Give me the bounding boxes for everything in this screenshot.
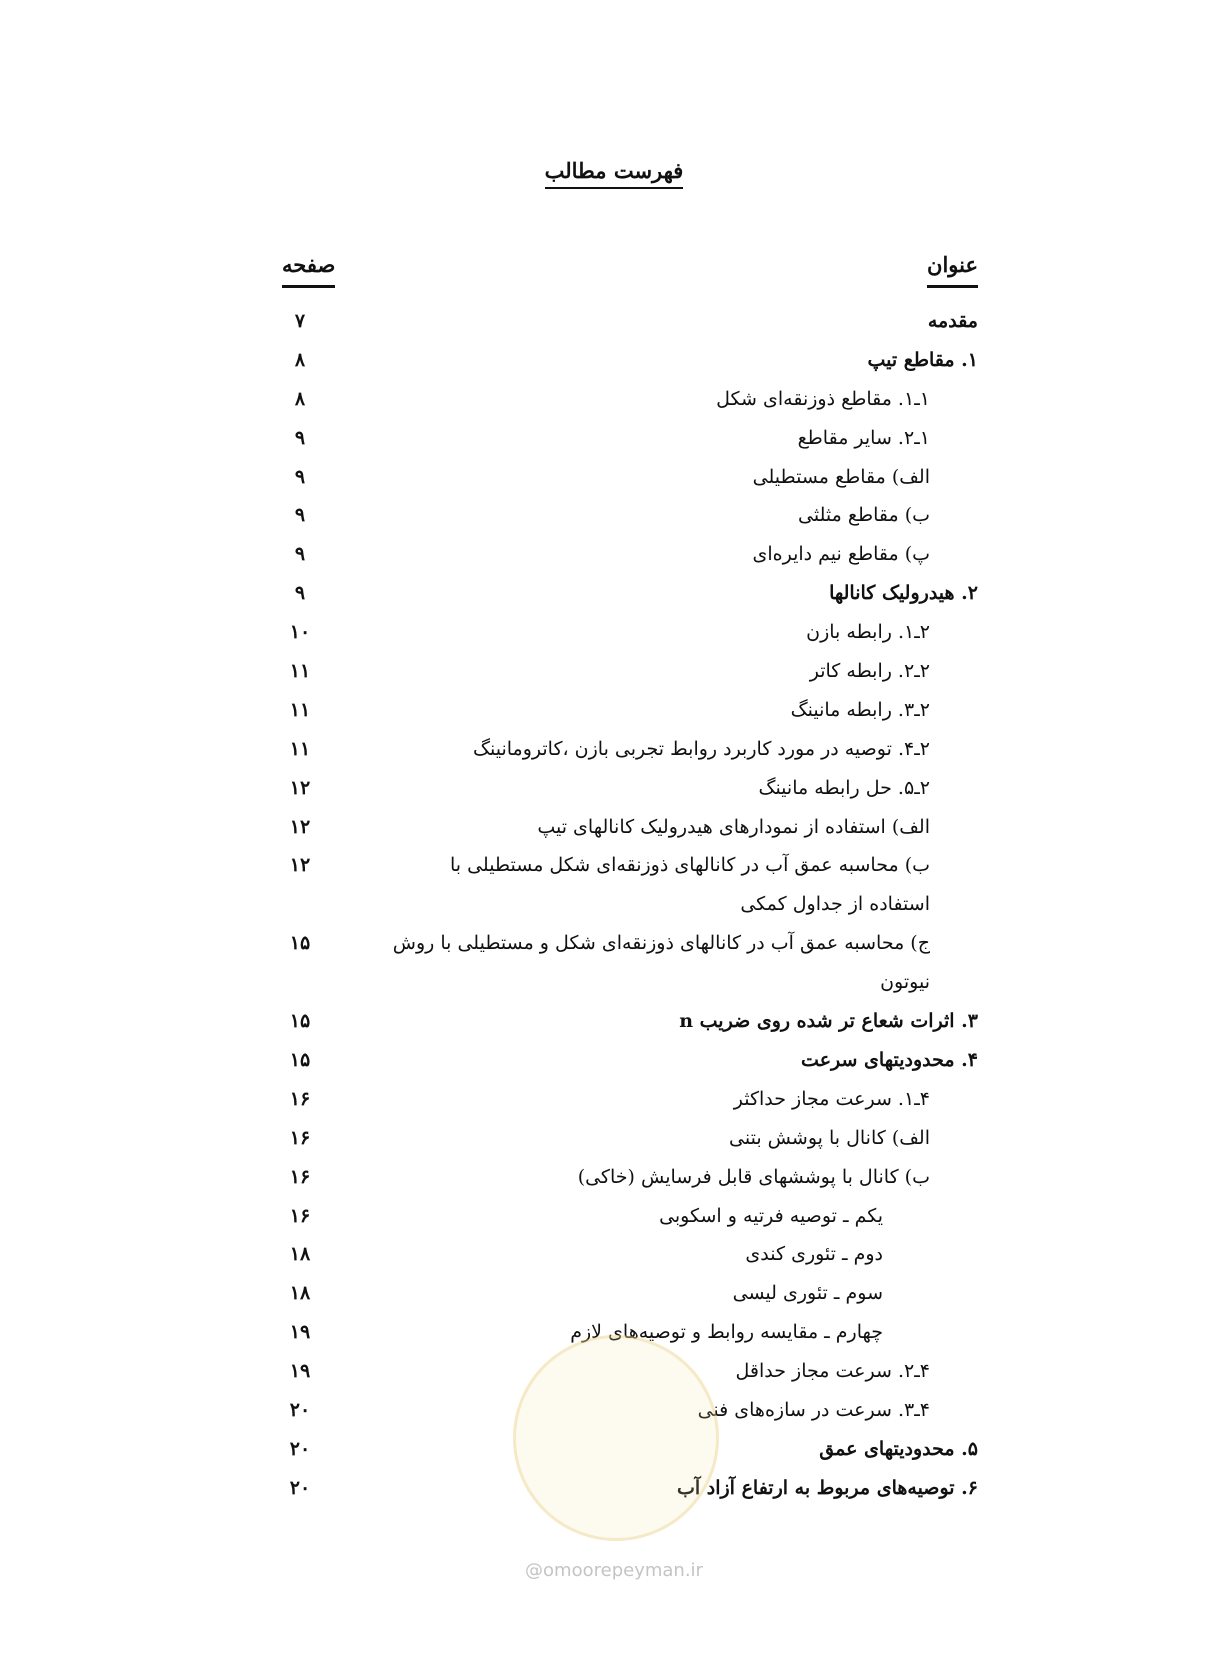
header-page: صفحه: [282, 252, 335, 288]
toc-title: ۲ـ۴. توصیه در مورد کاربرد روابط تجربی بازن ،کاترومانینگ: [473, 737, 930, 760]
toc-title: چهارم ـ مقایسه روابط و توصیه‌های لازم: [570, 1321, 883, 1344]
toc-title: ۴ـ۳. سرعت در سازه‌های فنی: [697, 1398, 930, 1421]
toc-title: الف) استفاده از نمودارهای هیدرولیک کانالهای تیپ: [537, 815, 930, 838]
toc-page: ۸: [294, 387, 306, 410]
toc-entry[interactable]: [280, 535, 978, 574]
toc-page: ۱۵: [289, 932, 311, 955]
toc-title: ۴ـ۱. سرعت مجاز حداکثر: [733, 1087, 930, 1110]
toc-title: مقدمه: [927, 310, 978, 332]
toc-entry[interactable]: [280, 1119, 978, 1158]
toc-title: ۲. هیدرولیک کانالها: [829, 582, 978, 605]
toc-title: پ) مقاطع نیم دایره‌ای: [752, 543, 930, 566]
toc-page: ۱۶: [289, 1204, 311, 1227]
toc-entry[interactable]: [280, 458, 978, 497]
toc-page: ۹: [294, 582, 306, 605]
toc-page: ۲۰: [289, 1437, 311, 1460]
toc-title: ۴. محدودیتهای سرعت: [801, 1048, 978, 1071]
toc-title: الف) کانال با پوشش بتنی: [729, 1126, 930, 1149]
toc-entry[interactable]: [280, 574, 978, 613]
page-title-text: فهرست مطالب: [545, 158, 684, 189]
toc-page: ۲۰: [289, 1398, 311, 1421]
toc-page: ۱۱: [289, 698, 311, 721]
toc-title: ۲ـ۲. رابطه کاتر: [809, 660, 930, 683]
toc-title: ب) مقاطع مثلثی: [798, 504, 930, 527]
toc-title: ۴ـ۲. سرعت مجاز حداقل: [735, 1360, 930, 1383]
toc-page: ۱۱: [289, 737, 311, 760]
toc-page: ۱۲: [289, 776, 311, 799]
table-of-contents: [280, 302, 978, 1508]
toc-title: ۲ـ۳. رابطه مانینگ: [790, 698, 930, 721]
toc-page: ۷: [294, 310, 306, 332]
toc-entry[interactable]: [280, 380, 978, 419]
toc-entry[interactable]: [280, 302, 978, 341]
toc-page: ۱۵: [289, 1010, 311, 1033]
toc-title: ۱ـ۲. سایر مقاطع: [797, 426, 930, 449]
toc-page: ۲۰: [289, 1476, 311, 1499]
toc-entry[interactable]: [280, 652, 978, 691]
toc-page: ۱۹: [289, 1360, 311, 1383]
toc-title: ۶. توصیه‌های مربوط به ارتفاع آزاد آب: [676, 1476, 978, 1499]
toc-page: ۹: [294, 504, 306, 527]
toc-page: ۹: [294, 426, 306, 449]
toc-title: ۵. محدودیتهای عمق: [819, 1437, 978, 1460]
toc-entry[interactable]: [280, 1274, 978, 1313]
toc-entry[interactable]: [280, 924, 978, 1002]
toc-page: ۱۶: [289, 1087, 311, 1110]
toc-title: سوم ـ تئوری لیسی: [732, 1282, 883, 1305]
toc-entry[interactable]: [280, 419, 978, 458]
watermark-seal: [513, 1335, 719, 1541]
toc-entry[interactable]: [280, 1080, 978, 1119]
toc-entry[interactable]: [280, 1041, 978, 1080]
toc-title: ۱. مقاطع تیپ: [867, 348, 978, 371]
toc-entry[interactable]: [280, 341, 978, 380]
watermark-text: @omoorepeyman.ir: [525, 1560, 703, 1581]
toc-page: ۱۲: [289, 854, 311, 877]
toc-page: ۱۸: [289, 1282, 311, 1305]
toc-title: ۱ـ۱. مقاطع ذوزنقه‌ای شکل: [716, 387, 930, 410]
toc-entry[interactable]: [280, 808, 978, 847]
toc-page: ۹: [294, 543, 306, 566]
toc-page: ۱۵: [289, 1048, 311, 1071]
toc-page: ۱۱: [289, 660, 311, 683]
toc-page: ۱۶: [289, 1165, 311, 1188]
toc-entry[interactable]: [280, 496, 978, 535]
page-title: [0, 158, 1228, 189]
toc-title: ج) محاسبه عمق آب در کانالهای ذوزنقه‌ای شکل و مستطیلی با روش نیوتون: [392, 932, 930, 994]
toc-page: ۱۲: [289, 815, 311, 838]
toc-entry[interactable]: [280, 613, 978, 652]
toc-page: ۱۶: [289, 1126, 311, 1149]
toc-page: ۱۰: [289, 621, 311, 644]
toc-title: ۳. اثرات شعاع تر شده روی ضریب n: [679, 1010, 978, 1033]
toc-entry[interactable]: [280, 769, 978, 808]
toc-entry[interactable]: [280, 1002, 978, 1041]
toc-title: الف) مقاطع مستطیلی: [752, 465, 930, 488]
toc-title: ب) محاسبه عمق آب در کانالهای ذوزنقه‌ای شکل مستطیلی با استفاده از جداول کمکی: [449, 854, 930, 916]
toc-title: ۲ـ۵. حل رابطه مانینگ: [758, 776, 930, 799]
toc-title: ۲ـ۱. رابطه بازن: [806, 621, 930, 644]
toc-title: یکم ـ توصیه فرتیه و اسکوبی: [659, 1204, 883, 1227]
toc-entry[interactable]: [280, 846, 978, 924]
toc-entry[interactable]: [280, 1158, 978, 1197]
toc-title: دوم ـ تئوری کندی: [745, 1243, 883, 1266]
toc-title: ب) کانال با پوششهای قابل فرسایش (خاکی): [577, 1165, 930, 1188]
toc-page: ۹: [294, 465, 306, 488]
toc-page: ۸: [294, 348, 306, 371]
toc-entry[interactable]: [280, 691, 978, 730]
header-title: عنوان: [927, 252, 978, 288]
toc-entry[interactable]: [280, 1235, 978, 1274]
toc-entry[interactable]: [280, 1197, 978, 1236]
toc-page: ۱۹: [289, 1321, 311, 1344]
toc-entry[interactable]: [280, 730, 978, 769]
toc-page: ۱۸: [289, 1243, 311, 1266]
